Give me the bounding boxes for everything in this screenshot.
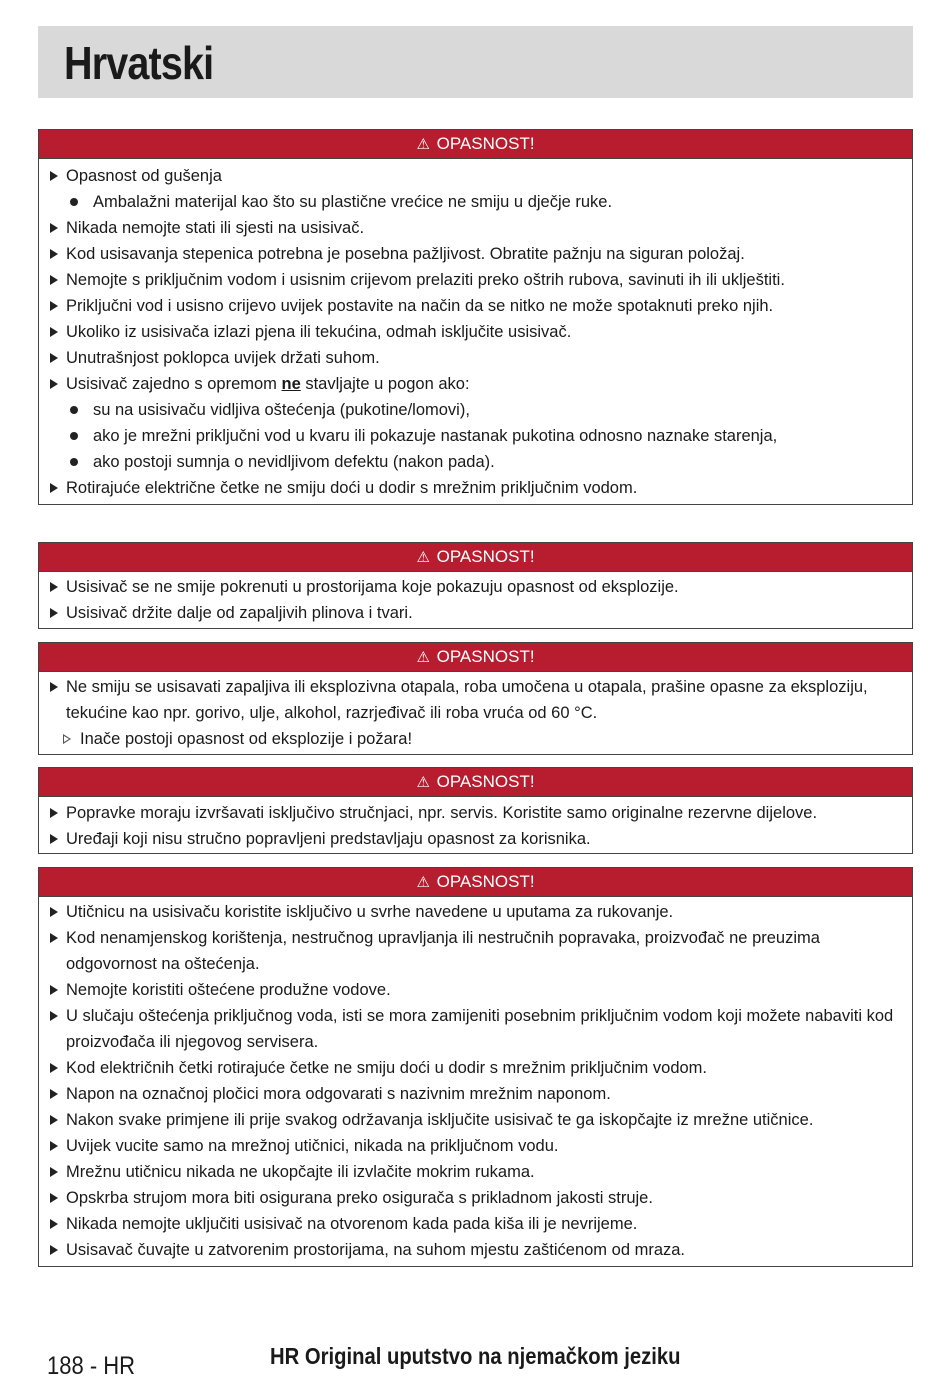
bullet-item: Ambalažni materijal kao što su plastične vrećice ne smiju u dječje ruke. — [39, 189, 912, 215]
danger-box-1 — [38, 129, 913, 505]
emphasis-text: ne — [281, 375, 301, 393]
list-item: Kod električnih četki rotirajuće četke ne smiju doći u dodir s mrežnim priključnim vodom. — [39, 1055, 912, 1081]
list-item: Nakon svake primjene ili prije svakog održavanja isključite usisivač te ga iskopčajte iz mrežne utičnice. — [39, 1107, 912, 1133]
danger-heading — [39, 643, 912, 672]
bullet-item: ako je mrežni priključni vod u kvaru ili pokazuje nastanak pukotina odnosno naznake starenja, — [39, 423, 912, 449]
warning-triangle-icon: ⚠ — [416, 136, 430, 153]
list-item: Ukoliko iz usisivača izlazi pjena ili tekućina, odmah isključite usisivač. — [39, 319, 912, 345]
list-item: Mrežnu utičnicu nikada ne ukopčajte ili izvlačite mokrim rukama. — [39, 1159, 912, 1185]
list-item-text: stavljajte u pogon ako: — [300, 375, 470, 393]
page-number: 188 - HR — [47, 1352, 136, 1380]
list-item: Nikada nemojte uključiti usisivač na otvorenom kada pada kiša ili je nevrijeme. — [39, 1211, 912, 1237]
list-item: Usisivač se ne smije pokrenuti u prostorijama koje pokazuju opasnost od eksplozije. — [39, 574, 912, 600]
list-item: Rotirajuće električne četke ne smiju doći u dodir s mrežnim priključnim vodom. — [39, 475, 912, 501]
list-item: Napon na označnoj pločici mora odgovarati s nazivnim mrežnim naponom. — [39, 1081, 912, 1107]
note-item: Inače postoji opasnost od eksplozije i požara! — [39, 726, 912, 752]
bullet-item: su na usisivaču vidljiva oštećenja (pukotine/lomovi), — [39, 397, 912, 423]
list-item: Kod nenamjenskog korištenja, nestručnog upravljanja ili nestručnih popravaka, proizvođač ne preuzima odgovornost na oštećenja. — [39, 925, 912, 977]
list-item: Nikada nemojte stati ili sjesti na usisivač. — [39, 215, 912, 241]
list-item: Uvijek vucite samo na mrežnoj utičnici, nikada na priključnom vodu. — [39, 1133, 912, 1159]
list-item: Kod usisavanja stepenica potrebna je posebna pažljivost. Obratite pažnju na siguran položaj. — [39, 241, 912, 267]
list-item: Nemojte koristiti oštećene produžne vodove. — [39, 977, 912, 1003]
list-item: Ne smiju se usisavati zapaljiva ili eksplozivna otapala, roba umočena u otapala, prašine opasne za eksploziju, tekućine kao npr. gorivo, ulje, alkohol, razrjeđivač ili roba vruća od 60 °C. — [39, 674, 912, 726]
list-item: Nemojte s priključnim vodom i usisnim crijevom prelaziti preko oštrih rubova, savinuti ih ili uklještiti. — [39, 267, 912, 293]
list-item: Uređaji koji nisu stručno popravljeni predstavljaju opasnost za korisnika. — [39, 826, 912, 852]
danger-box-4 — [38, 767, 913, 854]
danger-heading — [39, 543, 912, 572]
danger-heading — [39, 768, 912, 797]
list-item: Utičnicu na usisivaču koristite isključivo u svrhe navedene u uputama za rukovanje. — [39, 899, 912, 925]
warning-triangle-icon: ⚠ — [416, 874, 430, 891]
list-item — [39, 371, 912, 397]
page-title: Hrvatski — [64, 37, 214, 89]
list-item: Usisavač čuvajte u zatvorenim prostorijama, na suhom mjestu zaštićenom od mraza. — [39, 1237, 912, 1263]
list-item: Opasnost od gušenja — [39, 163, 912, 189]
bullet-item: ako postoji sumnja o nevidljivom defektu (nakon pada). — [39, 449, 912, 475]
list-item: U slučaju oštećenja priključnog voda, isti se mora zamijeniti posebnim priključnim vodom koji možete nabaviti kod proizvođača ili njegovog servisera. — [39, 1003, 912, 1055]
page-header — [38, 26, 913, 98]
danger-box-2 — [38, 542, 913, 629]
list-item: Priključni vod i usisno crijevo uvijek postavite na način da se nitko ne može spotaknuti preko njih. — [39, 293, 912, 319]
danger-heading — [39, 868, 912, 897]
warning-triangle-icon: ⚠ — [416, 549, 430, 566]
footer-title: HR Original uputstvo na njemačkom jeziku — [270, 1343, 681, 1369]
warning-triangle-icon: ⚠ — [416, 774, 430, 791]
list-item: Popravke moraju izvršavati isključivo stručnjaci, npr. servis. Koristite samo originalne rezervne dijelove. — [39, 800, 912, 826]
danger-heading-text: OPASNOST! — [436, 547, 535, 566]
danger-heading — [39, 130, 912, 159]
danger-heading-text: OPASNOST! — [436, 647, 535, 666]
list-item-text: Usisivač zajedno s opremom — [66, 375, 282, 393]
warning-triangle-icon: ⚠ — [416, 649, 430, 666]
list-item: Opskrba strujom mora biti osigurana preko osigurača s prikladnom jakosti struje. — [39, 1185, 912, 1211]
danger-heading-text: OPASNOST! — [436, 872, 535, 891]
danger-heading-text: OPASNOST! — [436, 772, 535, 791]
list-item: Usisivač držite dalje od zapaljivih plinova i tvari. — [39, 600, 912, 626]
danger-box-5 — [38, 867, 913, 1267]
danger-heading-text: OPASNOST! — [436, 134, 535, 153]
list-item: Unutrašnjost poklopca uvijek držati suhom. — [39, 345, 912, 371]
danger-box-3 — [38, 642, 913, 755]
